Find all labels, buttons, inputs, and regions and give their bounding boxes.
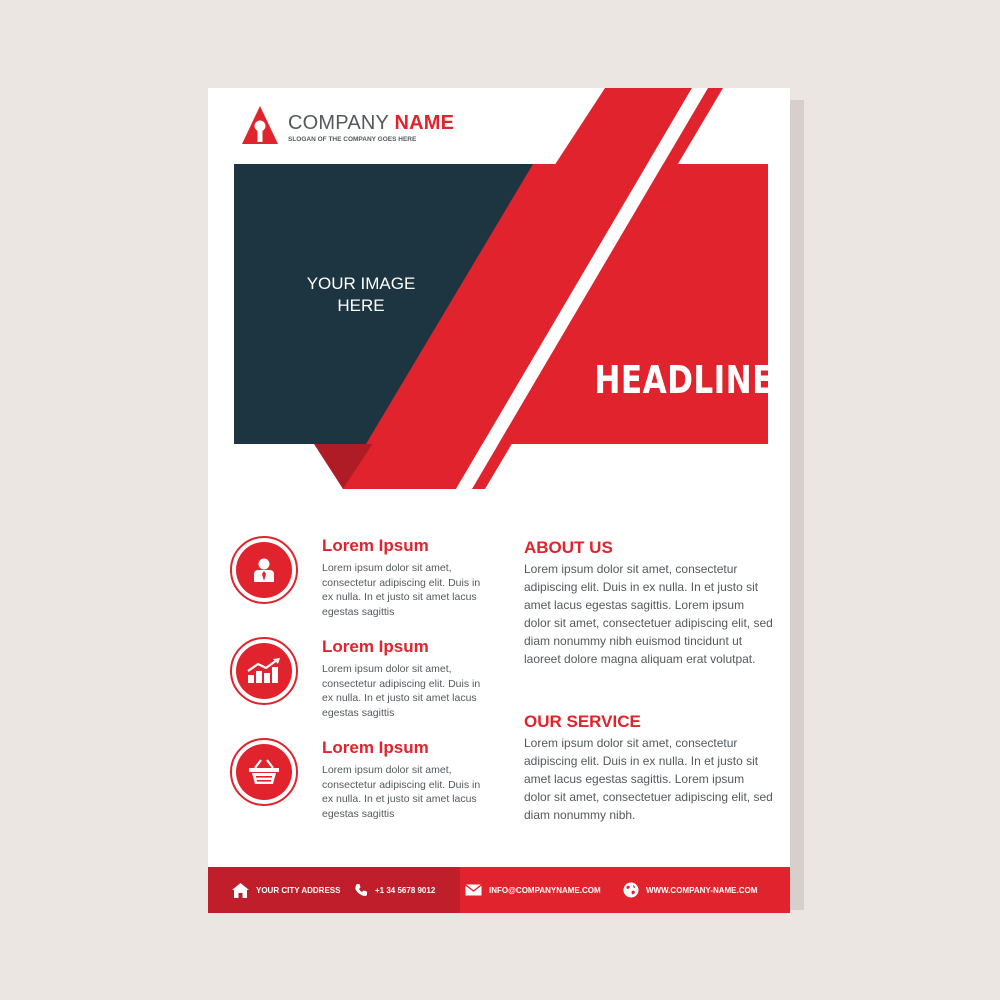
feature-icon-ring xyxy=(230,637,298,705)
footer xyxy=(208,867,790,913)
image-placeholder-line2: HERE xyxy=(337,296,385,315)
image-placeholder xyxy=(286,273,436,317)
flyer-page xyxy=(208,88,790,913)
feature-text: Lorem ipsum dolor sit amet, consectetur adipiscing elit. Duis in ex nulla. In et justo sit amet lacus egestas sagittis xyxy=(322,562,481,618)
feature-text: Lorem ipsum dolor sit amet, consectetur adipiscing elit. Duis in ex nulla. In et justo sit amet lacus egestas sagittis xyxy=(322,764,481,820)
feature-item xyxy=(230,738,500,828)
basket-icon xyxy=(247,758,281,786)
feature-item xyxy=(230,536,500,626)
about-text: Lorem ipsum dolor sit amet, consectetur adipiscing elit. Duis in ex nulla. In et justo sit amet lacus egestas sagittis. Lorem ipsum dolor sit amet, consectetuer adipiscing elit, sed diam nonummy nibh euismod tincidunt ut laoreet dolore magna aliquam erat volutpat. xyxy=(524,562,773,666)
about-title: ABOUT US xyxy=(524,538,613,557)
footer-email[interactable] xyxy=(465,867,601,913)
footer-address-text: YOUR CITY ADDRESS xyxy=(256,885,341,895)
feature-icon-ring xyxy=(230,536,298,604)
company-slogan: SLOGAN OF THE COMPANY GOES HERE xyxy=(288,136,417,143)
globe-icon xyxy=(623,882,639,898)
footer-website-text: WWW.COMPANY-NAME.COM xyxy=(646,885,758,895)
footer-phone-text: +1 34 5678 9012 xyxy=(375,885,436,895)
feature-icon-ring xyxy=(230,738,298,806)
envelope-icon xyxy=(465,884,482,896)
footer-email-text: INFO@COMPANYNAME.COM xyxy=(489,885,601,895)
company-name xyxy=(288,112,454,135)
feature-title: Lorem Ipsum xyxy=(322,536,429,555)
company-logo-icon xyxy=(240,104,280,146)
footer-address xyxy=(232,867,340,913)
company-name-bold: NAME xyxy=(394,112,455,134)
service-text: Lorem ipsum dolor sit amet, consectetur adipiscing elit. Duis in ex nulla. In et justo sit amet lacus egestas sagittis. Lorem ipsum dolor sit amet, consectetuer adipiscing elit, sed diam nonummy nibh. xyxy=(524,736,773,822)
footer-phone[interactable] xyxy=(354,867,435,913)
person-icon xyxy=(251,557,277,583)
home-icon xyxy=(232,883,249,898)
feature-text: Lorem ipsum dolor sit amet, consectetur adipiscing elit. Duis in ex nulla. In et justo sit amet lacus egestas sagittis xyxy=(322,663,481,719)
company-name-light: COMPANY xyxy=(288,112,389,134)
image-placeholder-line1: YOUR IMAGE xyxy=(306,274,416,293)
service-title: OUR SERVICE xyxy=(524,712,641,731)
phone-icon xyxy=(354,883,368,897)
feature-title: Lorem Ipsum xyxy=(322,637,429,656)
feature-title: Lorem Ipsum xyxy=(322,738,429,757)
growth-chart-icon xyxy=(246,657,282,685)
headline: HEADLINE xyxy=(594,358,774,402)
feature-item xyxy=(230,637,500,727)
footer-website[interactable] xyxy=(623,867,757,913)
